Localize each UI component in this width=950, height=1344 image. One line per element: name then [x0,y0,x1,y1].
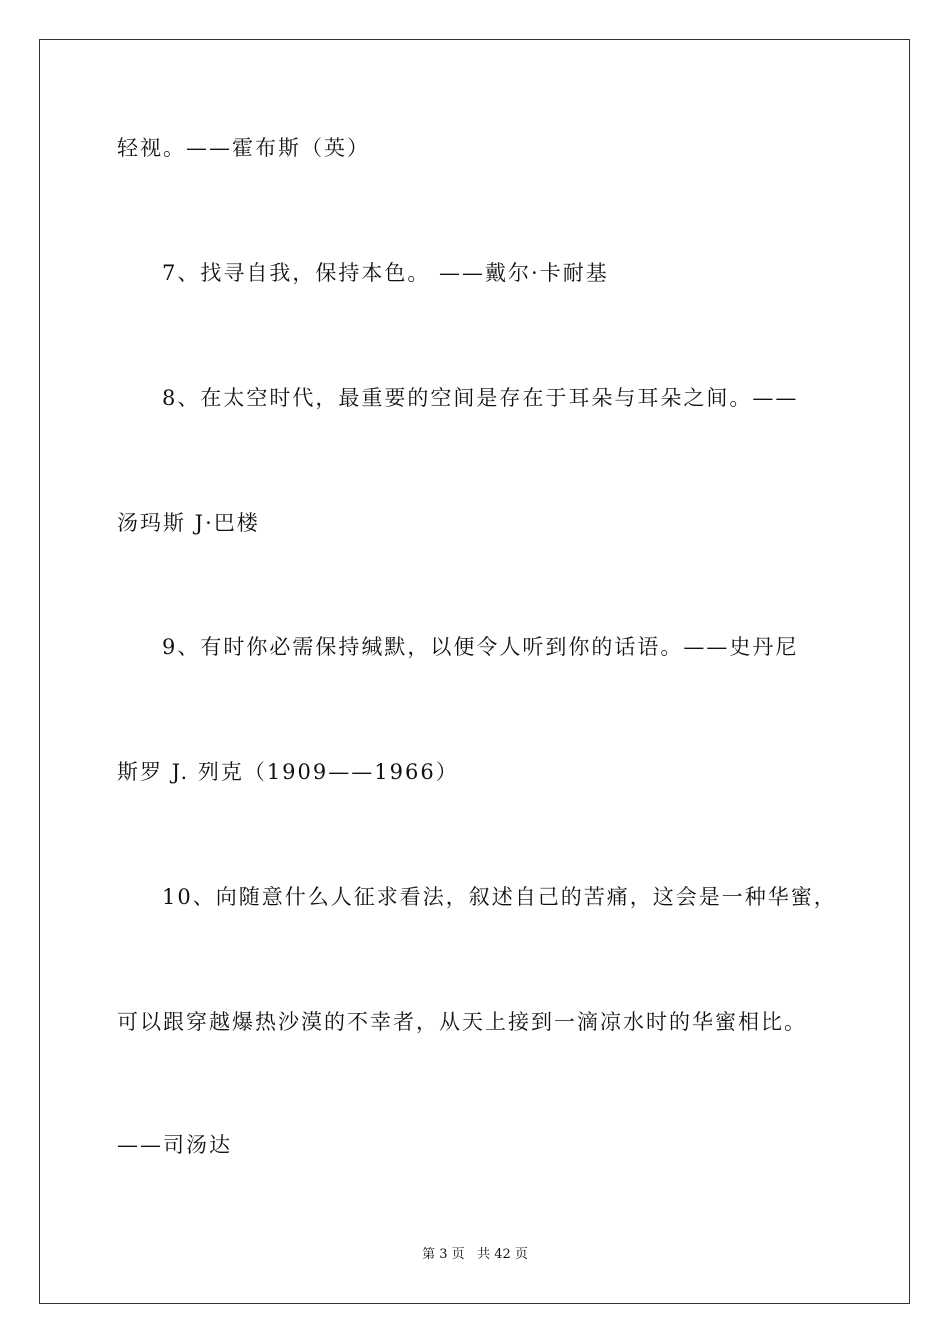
page-footer [0,1246,950,1264]
page-border [39,39,910,1304]
text-line-7: 10、向随意什么人征求看法，叙述自己的苦痛，这会是一种华蜜， [162,885,837,909]
page-number: 第 3 页 [422,1247,465,1262]
text-line-6: 斯罗 J. 列克（1909——1966） [117,760,459,784]
text-line-4: 汤玛斯 J·巴楼 [117,511,260,535]
text-line-8: 可以跟穿越爆热沙漠的不幸者，从天上接到一滴凉水时的华蜜相比。 [117,1010,807,1034]
text-line-2: 7、找寻自我，保持本色。 ——戴尔·卡耐基 [162,261,609,285]
text-line-9: ——司汤达 [117,1133,232,1157]
text-line-5: 9、有时你必需保持缄默，以便令人听到你的话语。——史丹尼 [162,635,799,659]
total-pages: 共 42 页 [477,1247,528,1262]
text-line-1: 轻视。——霍布斯（英） [117,136,370,160]
text-line-3: 8、在太空时代，最重要的空间是存在于耳朵与耳朵之间。—— [162,386,799,410]
